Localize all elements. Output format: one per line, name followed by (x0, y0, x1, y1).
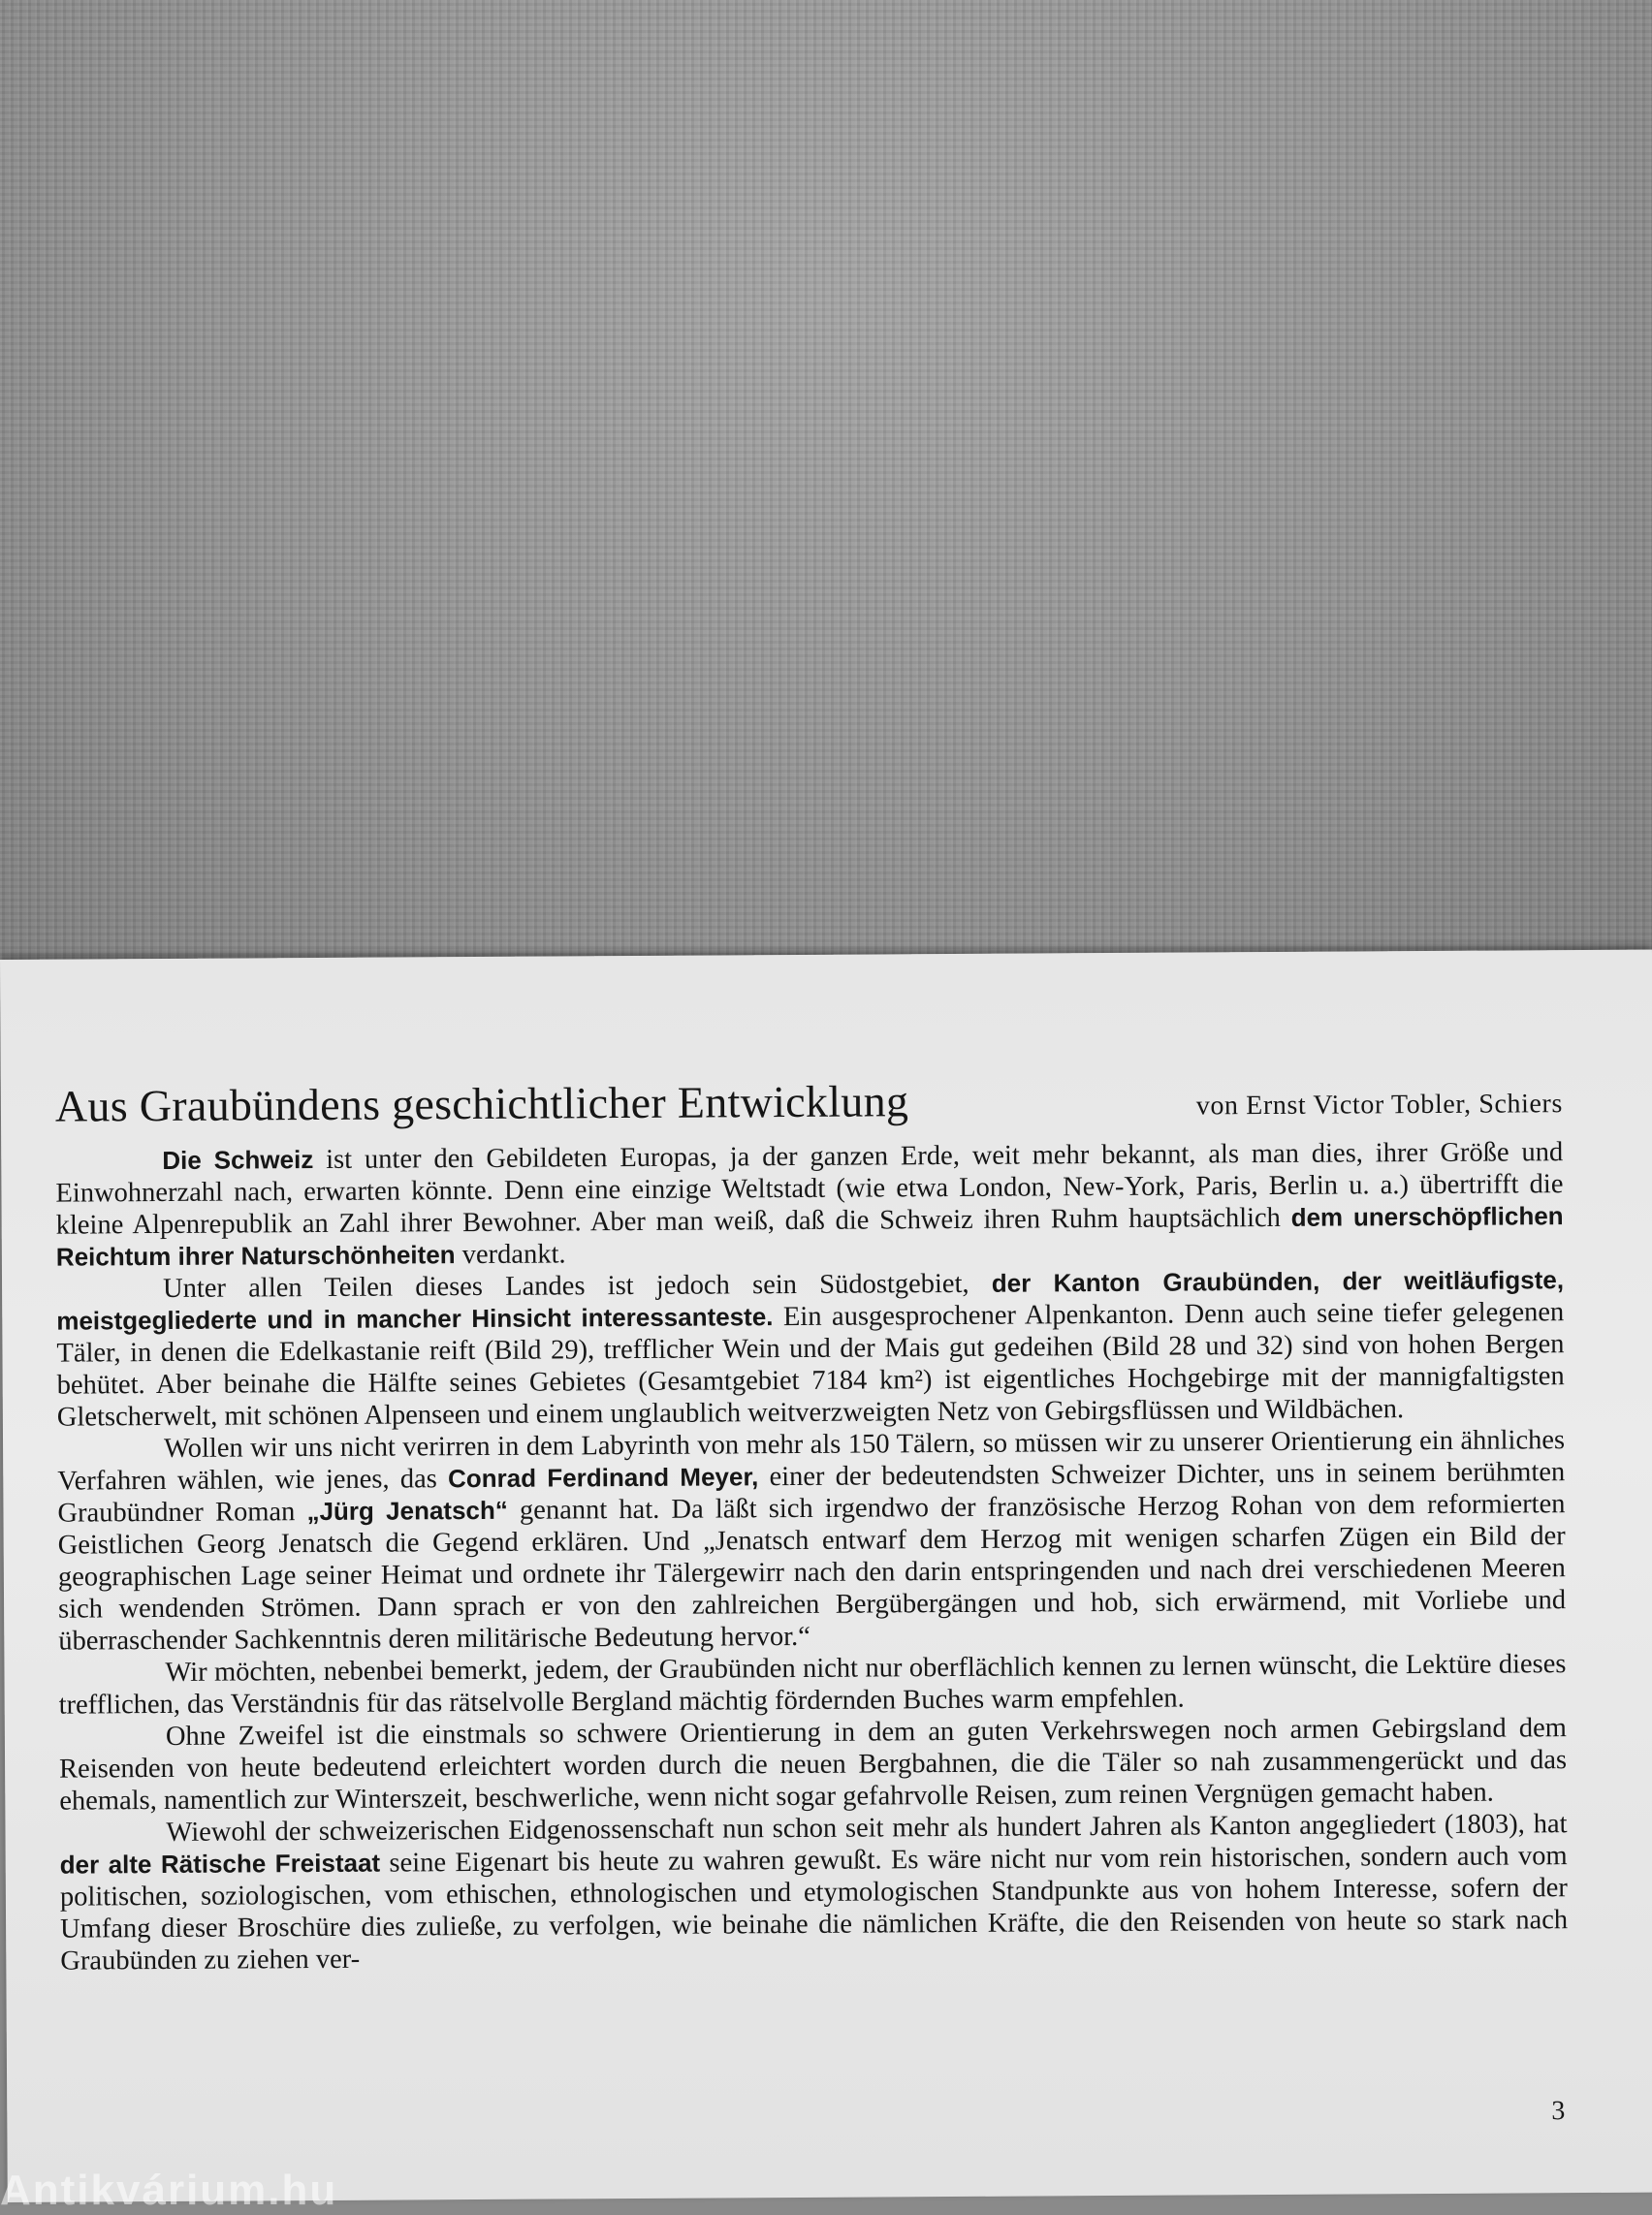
bold-text: Die Schweiz (162, 1145, 314, 1175)
text-run: Ein ausgesprochener Alpenkanton. Denn auch seine tiefer gelegenen Täler, in denen die Edelkastanie reift (Bild 29), trefflicher Wein und der Mais gut gedeihen (Bild 28 und 32) sind von hohen Bergen behütet. Aber beinahe die Hälfte seines Gebietes (Gesamtgebiet 7184 km²) ist eigentliches Hochgebirge mit der mannigfaltigsten Gletscherwelt, mit schönen Alpenseen und einem unglaublich weitverzweigten Netz von Gebirgsflüssen und Wildbächen. (56, 1297, 1565, 1433)
article-byline: von Ernst Victor Tobler, Schiers (1195, 1089, 1564, 1122)
paragraph (56, 1264, 1565, 1433)
bold-text: Conrad Ferdinand Meyer, (447, 1462, 759, 1494)
watermark: Antikvárium.hu (0, 2167, 338, 2214)
text-run: Wir möchten, nebenbei bemerkt, jedem, der Graubünden nicht nur oberflächlich kennen zu lernen wünscht, die Lektüre dieses trefflichen, das Verständnis für das rätselvolle Bergland mächtig fördernden Buches warm empfehlen. (58, 1649, 1567, 1721)
paragraph (55, 1136, 1564, 1273)
text-run: seine Eigenart bis heute zu wahren gewußt. Es wäre nicht nur vom rein historischen, sondern auch vom politischen, soziologischen, vom ethischen, ethnologischen und etymologischen Standpunkte aus von hohem Interesse, sofern der Umfang dieser Broschüre dies zuließe, zu verfolgen, wie beinahe die nämlichen Kräfte, die den Reisenden von heute so stark nach Graubünden zu ziehen ver- (59, 1841, 1569, 1977)
text-run: verdankt. (455, 1239, 566, 1271)
text-run: Ohne Zweifel ist die einstmals so schwere Orientierung in dem an guten Verkehrswegen noch armen Gebirgsland dem Reisenden von heute bedeutend erleichtert worden durch die neuen Bergbahnen, die die Täler so nah zusammengerückt und das ehemals, namentlich zur Winterszeit, beschwerliche, wenn nicht sogar gefahrvolle Reisen, zum reinen Vergnügen gemacht haben. (59, 1713, 1568, 1817)
bold-text: dem unerschöpflichen Reichtum ihrer Naturschönheiten (55, 1201, 1564, 1272)
text-run: genannt hat. Da läßt sich irgendwo der französische Herzog Rohan von dem reformierten Geistlichen Georg Jenatsch die Gegend erklären. Und „Jenatsch entwarf dem Herzog mit wenigen scharfen Zügen ein Bild der geographischen Lage seiner Heimat und ordnete ihr Tälergewirr nach den darin entspringenden und nach drei verschiedenen Meeren sich wendenden Strömen. Dann sprach er von den zahlreichen Bergübergängen und hob, sich erwärmend, mit Vorliebe und überraschender Sachkenntnis deren militärische Bedeutung hervor.“ (57, 1489, 1567, 1657)
bold-text: der Kanton Graubünden, der weitläufigste, meistgegliederte und in mancher Hinsicht interessanteste. (56, 1265, 1565, 1336)
title-row (55, 1071, 1563, 1131)
article-body (55, 1136, 1568, 1977)
paragraph (57, 1424, 1566, 1657)
paragraph (59, 1712, 1568, 1817)
background-cover-surface (0, 0, 1652, 969)
document-page (0, 950, 1652, 2202)
paragraph (58, 1648, 1566, 1721)
text-run: Unter allen Teilen dieses Landes ist jedoch sein Südostgebiet, (162, 1268, 992, 1304)
text-run: Wiewohl der schweizerischen Eidgenossenschaft nun schon seit mehr als hundert Jahren als Kanton angegliedert (1803), hat (166, 1809, 1568, 1848)
bold-text: der alte Rätische Freistaat (59, 1848, 381, 1880)
bold-text: „Jürg Jenatsch“ (306, 1495, 508, 1527)
paragraph (59, 1808, 1568, 1977)
text-run: ist unter den Gebildeten Europas, ja der ganzen Erde, weit mehr bekannt, als man dies, ihrer Größe und Einwohnerzahl nach, erwarten könnte. Denn eine einzige Weltstadt (wie etwa London, New-York, Paris, Berlin u. a.) übertrifft die kleine Alpenrepublik an Zahl ihrer Bewohner. Aber man weiß, daß die Schweiz ihren Ruhm hauptsächlich (55, 1137, 1564, 1241)
page-number: 3 (1551, 2096, 1566, 2127)
article (55, 1071, 1569, 1977)
text-run: Wollen wir uns nicht verirren in dem Labyrinth von mehr als 150 Tälern, so müssen wir zu unserer Orientierung ein ähnliches Verfahren wählen, wie jenes, das (57, 1425, 1566, 1497)
article-title: Aus Graubündens geschichtlicher Entwicklung (54, 1076, 909, 1131)
text-run: einer der bedeutendsten Schweizer Dichter, uns in seinem berühmten Graubündner Roman (57, 1457, 1566, 1529)
